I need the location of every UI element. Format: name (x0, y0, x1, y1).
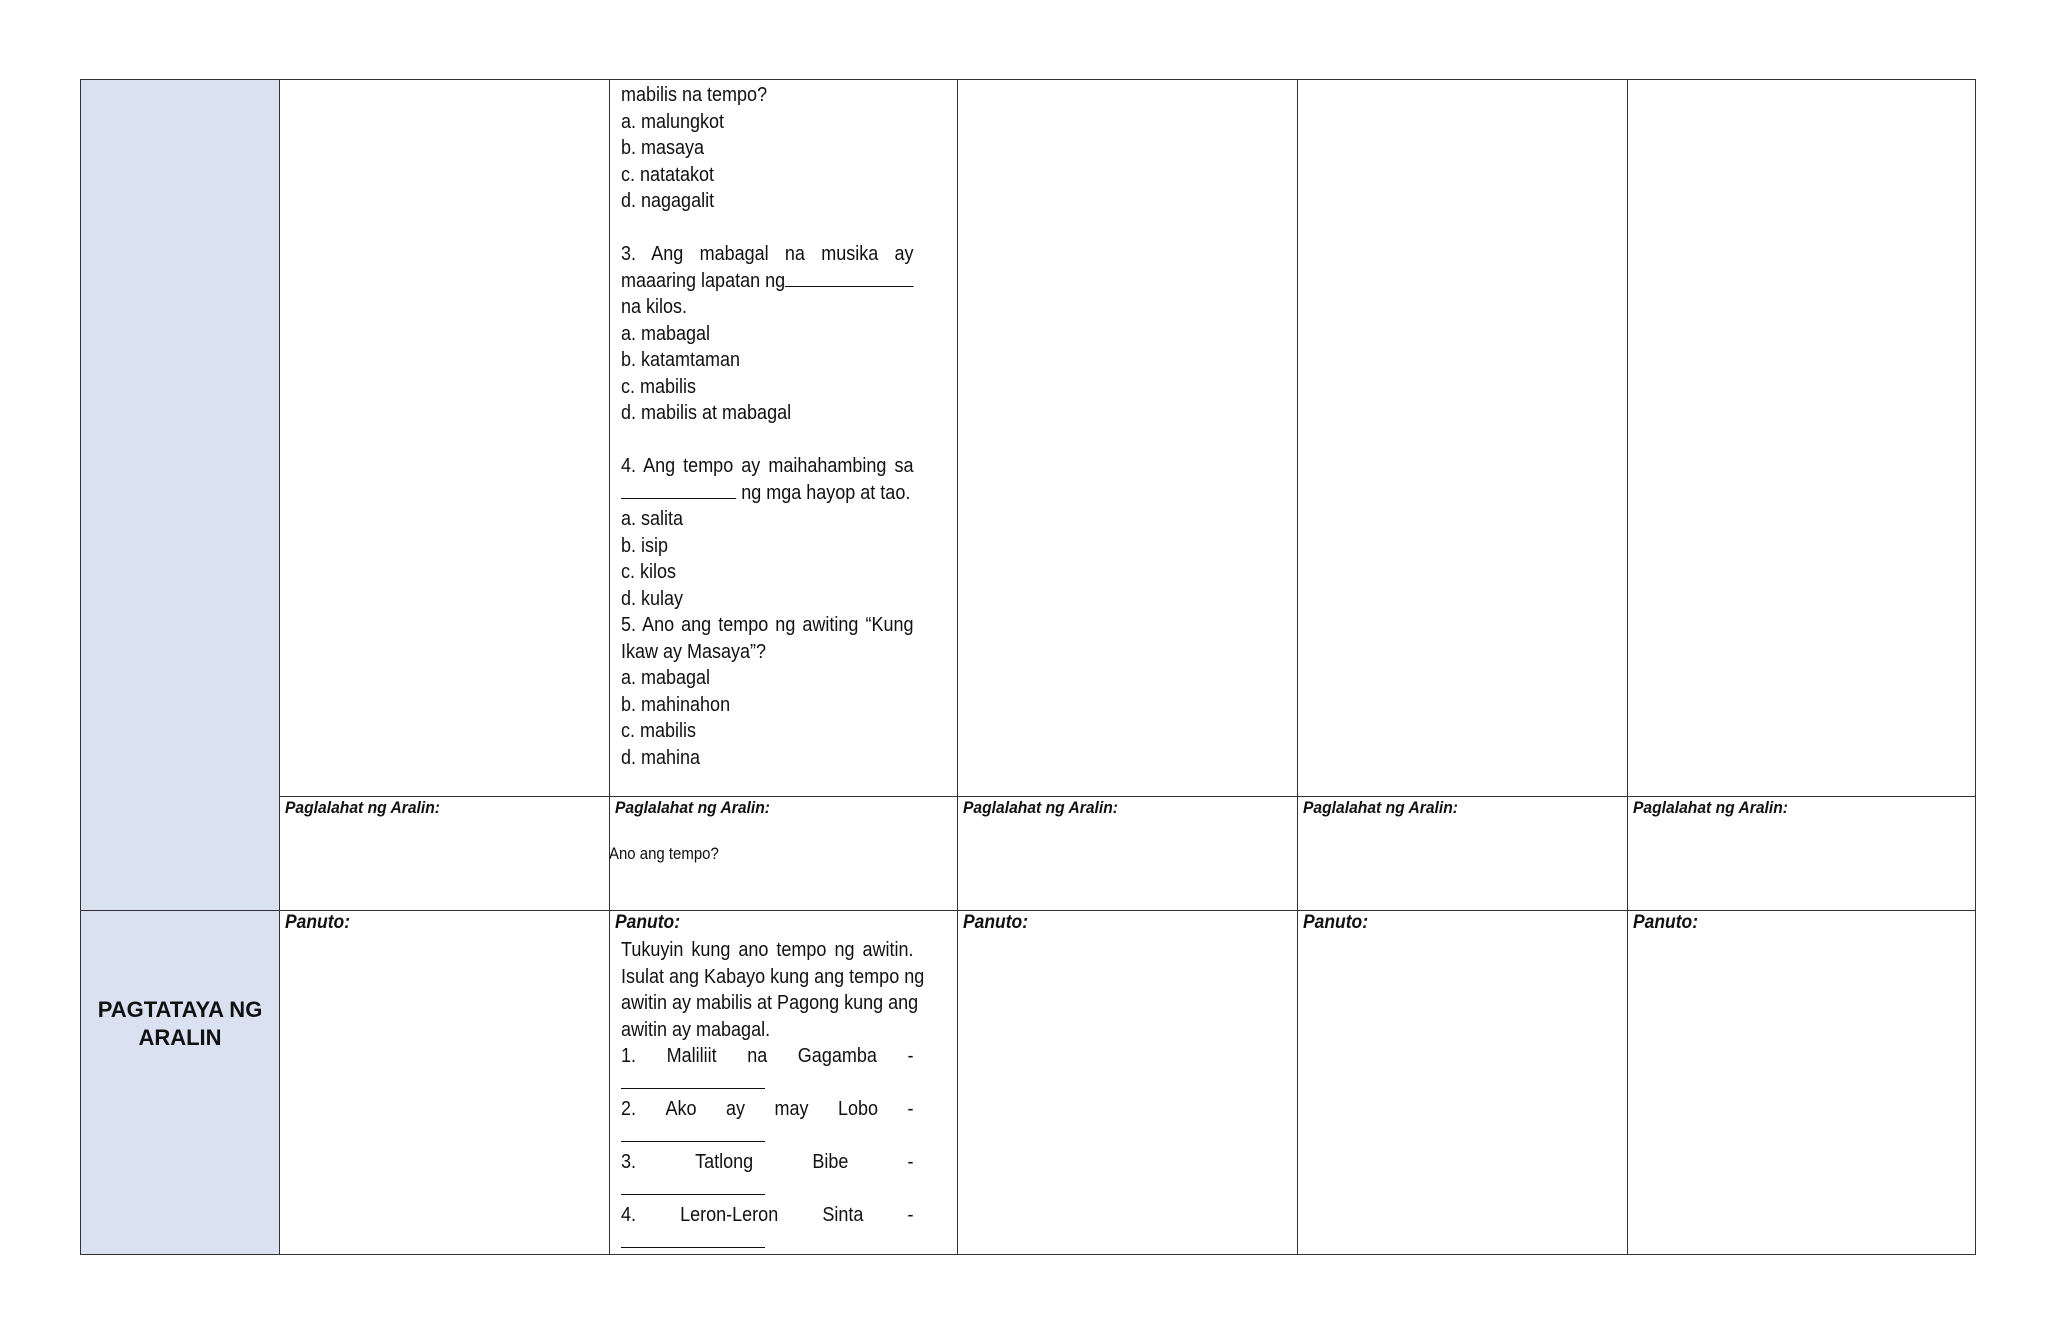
song-word: Bibe (812, 1151, 849, 1173)
column-divider (1297, 80, 1298, 1254)
answer-blank (621, 1176, 765, 1195)
answer-blank (785, 268, 913, 287)
paglalahat-header: Paglalahat ng Aralin: (615, 798, 770, 817)
answer-line (621, 1176, 914, 1203)
song-word: Maliliit (666, 1045, 717, 1067)
instruction-line: awitin ay mabagal. (621, 1018, 771, 1041)
instruction-line: Isulat ang Kabayo kung ang tempo ng (621, 965, 925, 988)
paglalahat-header: Paglalahat ng Aralin: (1633, 798, 1788, 817)
song-item (621, 1202, 914, 1229)
song-dash: - (907, 1204, 914, 1226)
question-5-line-1: 5. Ano ang tempo ng awiting “Kung (621, 614, 914, 636)
option-line: a. malungkot (621, 110, 725, 133)
song-word: Sinta (822, 1204, 864, 1226)
song-dash: - (907, 1098, 914, 1120)
option-line: c. natatakot (621, 163, 715, 186)
song-word: Gagamba (797, 1045, 877, 1067)
paglalahat-header: Paglalahat ng Aralin: (963, 798, 1118, 817)
answer-line (621, 1229, 914, 1256)
row-divider (279, 796, 1975, 797)
quiz-questions (621, 82, 914, 771)
option-line: a. mabagal (621, 667, 711, 689)
song-number: 2. (621, 1098, 637, 1120)
answer-line (621, 1123, 914, 1150)
answer-blank (621, 480, 736, 499)
instruction-line: awitin ay mabilis at Pagong kung ang (621, 992, 919, 1014)
song-item (621, 1096, 914, 1123)
row-label-column (81, 80, 279, 1254)
question-3-text: maaaring lapatan ng (621, 269, 786, 292)
panuto-header: Panuto: (285, 912, 351, 933)
question-5-line-2: Ikaw ay Masaya”? (621, 640, 767, 663)
answer-blank (621, 1229, 765, 1248)
paglalahat-header: Paglalahat ng Aralin: (285, 798, 440, 817)
option-line: c. mabilis (621, 375, 697, 398)
option-line: b. masaya (621, 137, 705, 159)
instruction-line: Tukuyin kung ano tempo ng awitin. (621, 939, 914, 961)
question-4-text: ng mga hayop at tao. (741, 481, 911, 504)
option-line: d. kulay (621, 587, 684, 610)
question-3-line-1: 3. Ang mabagal na musika ay (621, 243, 914, 265)
paglalahat-answer: Ano ang tempo? (609, 844, 719, 863)
song-word: may (774, 1098, 809, 1120)
question-line: mabilis na tempo? (621, 84, 768, 106)
song-dash: - (907, 1045, 914, 1067)
song-number: 1. (621, 1045, 637, 1067)
song-dash: - (907, 1151, 914, 1173)
song-number: 4. (621, 1204, 637, 1226)
paglalahat-header: Paglalahat ng Aralin: (1303, 798, 1458, 817)
question-3-line-3: na kilos. (621, 296, 688, 318)
column-divider (609, 80, 610, 1254)
column-divider (957, 80, 958, 1254)
option-line: c. kilos (621, 561, 677, 583)
column-divider (279, 80, 280, 1254)
option-line: d. mabilis at mabagal (621, 402, 792, 424)
song-item (621, 1149, 914, 1176)
question-4-line-1: 4. Ang tempo ay maihahambing sa (621, 455, 914, 477)
option-line: a. salita (621, 508, 684, 530)
question-4-line-2 (621, 480, 914, 507)
song-word: Leron-Leron (680, 1204, 779, 1226)
section-label: PAGTATAYA NG ARALIN (97, 997, 263, 1050)
song-word: Tatlong (695, 1151, 754, 1173)
song-item (621, 1043, 914, 1070)
option-line: d. nagagalit (621, 190, 715, 212)
option-line: b. mahinahon (621, 693, 731, 716)
answer-blank (621, 1070, 765, 1089)
panuto-header: Panuto: (615, 912, 681, 933)
song-word: na (747, 1045, 768, 1067)
panuto-header: Panuto: (1633, 912, 1699, 933)
lesson-plan-table (80, 79, 1976, 1255)
song-word: Lobo (837, 1098, 879, 1120)
option-line: a. mabagal (621, 322, 711, 345)
answer-blank (621, 1123, 765, 1142)
option-line: b. isip (621, 534, 669, 557)
answer-line (621, 1070, 914, 1097)
option-line: d. mahina (621, 746, 701, 769)
option-line: c. mabilis (621, 720, 697, 742)
panuto-instructions (621, 937, 925, 1255)
option-line: b. katamtaman (621, 349, 741, 371)
row-divider (81, 910, 1975, 911)
column-divider (1627, 80, 1628, 1254)
song-word: Ako (665, 1098, 697, 1120)
question-3-line-2 (621, 268, 914, 295)
panuto-header: Panuto: (963, 912, 1029, 933)
song-number: 3. (621, 1151, 637, 1173)
panuto-header: Panuto: (1303, 912, 1369, 933)
song-word: ay (725, 1098, 746, 1120)
